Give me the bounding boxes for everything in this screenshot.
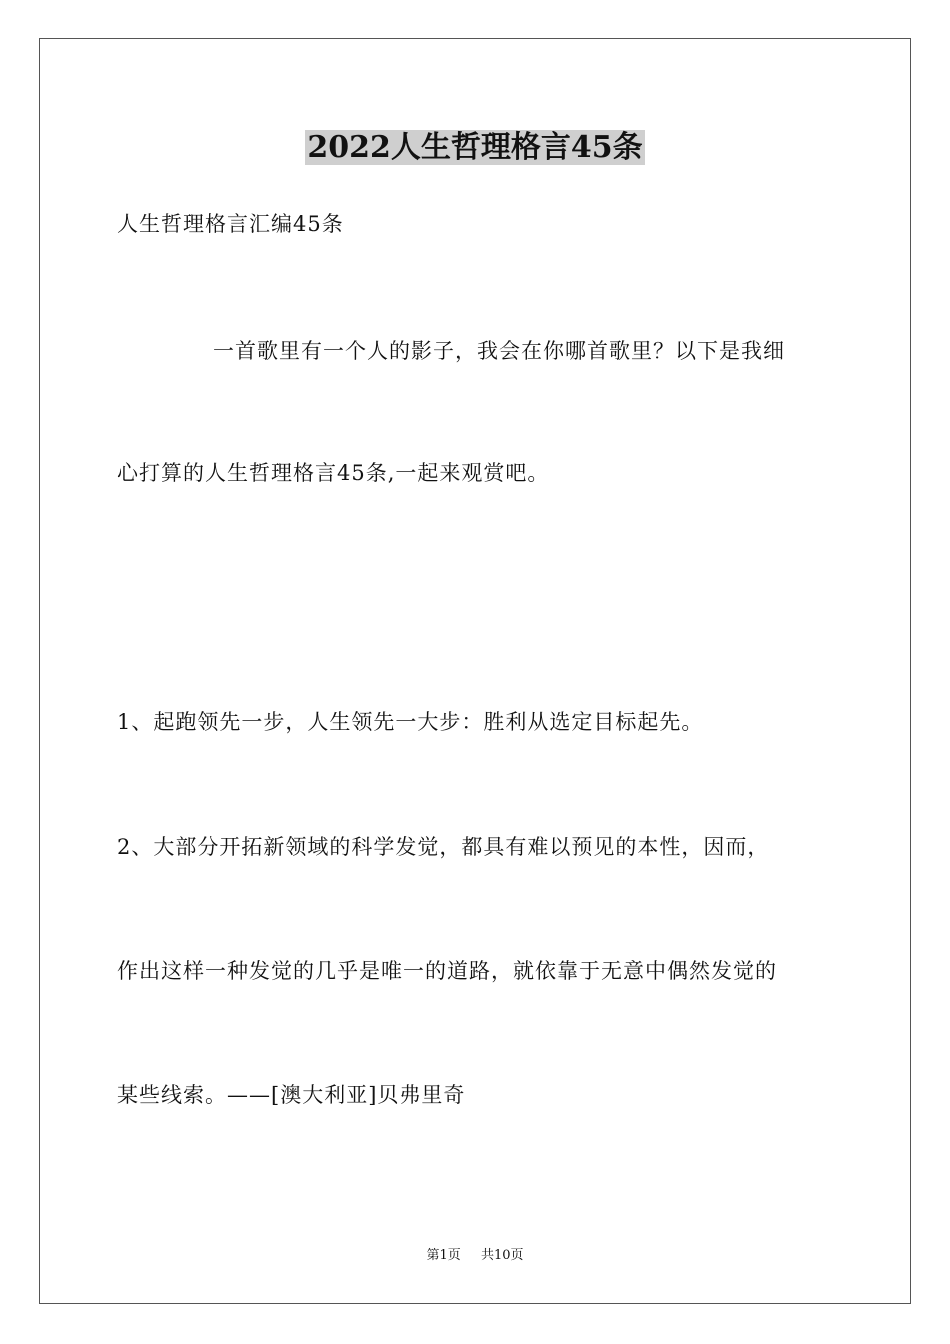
quote-item-1: 1、起跑领先一步，人生领先一大步：胜利从选定目标起先。 [117, 710, 704, 734]
page-number-current: 第1页 [426, 1248, 461, 1263]
document-title [0, 128, 950, 168]
page-number-total: 共10页 [480, 1248, 524, 1263]
document-title-text: 2022人生哲理格言45条 [307, 130, 643, 165]
document-subtitle: 人生哲理格言汇编45条 [117, 212, 344, 236]
page-footer [0, 1247, 950, 1265]
quote-item-2-line-3: 某些线索。——[澳大利亚]贝弗里奇 [117, 1083, 466, 1107]
intro-paragraph-line-2: 心打算的人生哲理格言45条,一起来观赏吧。 [117, 461, 550, 485]
intro-paragraph-line-1: 一首歌里有一个人的影子，我会在你哪首歌里？以下是我细 [213, 339, 785, 363]
quote-item-2-line-2: 作出这样一种发觉的几乎是唯一的道路，就依靠于无意中偶然发觉的 [117, 959, 777, 983]
quote-item-2-line-1: 2、大部分开拓新领域的科学发觉，都具有难以预见的本性，因而， [117, 835, 770, 859]
